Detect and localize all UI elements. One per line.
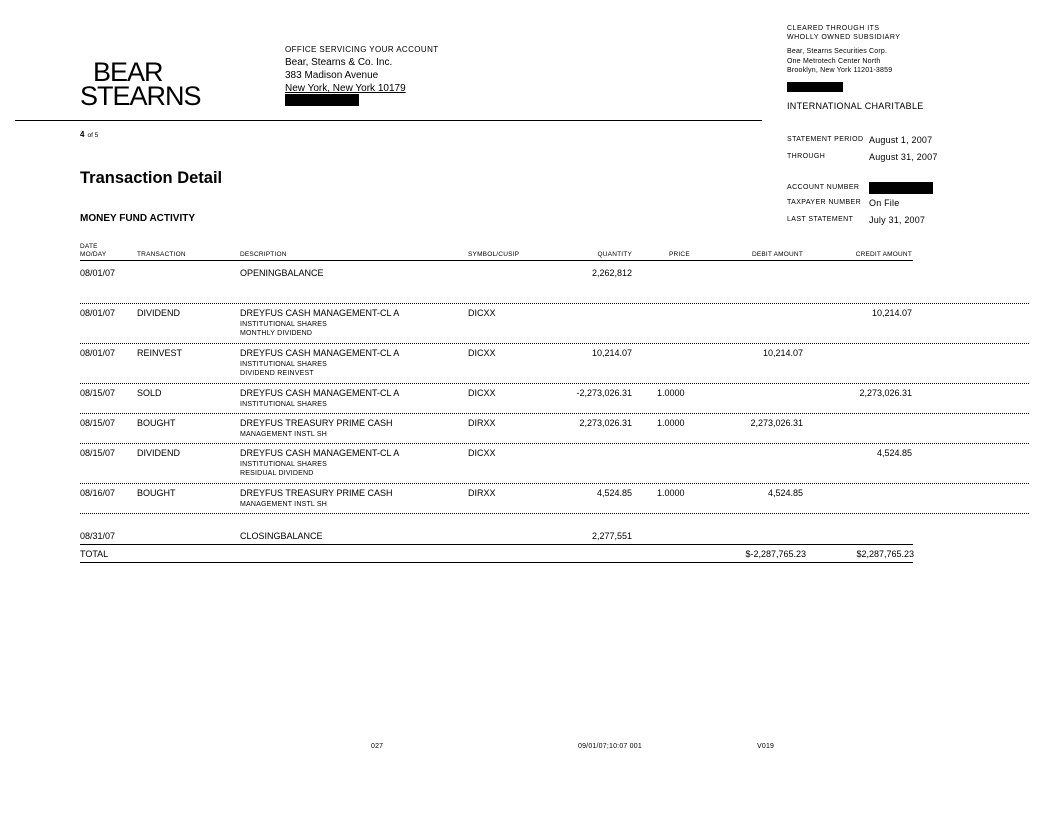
col-header-symbol: SYMBOL/CUSIP: [468, 251, 520, 258]
redaction-bar-account: [869, 182, 933, 194]
through-value: August 31, 2007: [869, 152, 938, 162]
total-label: TOTAL: [80, 549, 109, 559]
row-debit: 2,273,026.31: [750, 418, 803, 428]
total-credit: $2,287,765.23: [856, 549, 914, 559]
row-divider: [80, 383, 1029, 384]
opening-quantity: 2,262,812: [591, 268, 632, 278]
row-debit: 10,214.07: [762, 348, 803, 358]
col-header-description: DESCRIPTION: [240, 251, 287, 258]
row-transaction: BOUGHT: [137, 488, 176, 498]
page-number: [80, 130, 98, 139]
account-name: INTERNATIONAL CHARITABLE: [787, 101, 924, 111]
statement-period-label: STATEMENT PERIOD: [787, 136, 864, 143]
col-header-price: PRICE: [669, 251, 690, 258]
row-date: 08/15/07: [80, 448, 116, 458]
row-price: 1.0000: [657, 488, 685, 498]
row-date: 08/16/07: [80, 488, 116, 498]
row-credit: 4,524.85: [876, 448, 912, 458]
row-divider: [80, 513, 1029, 514]
row-transaction: BOUGHT: [137, 418, 176, 428]
redaction-bar-office: [285, 94, 359, 106]
row-transaction: DIVIDEND: [137, 308, 181, 318]
row-description: DREYFUS TREASURY PRIME CASH: [240, 418, 393, 428]
row-divider: [80, 483, 1029, 484]
clearing-line-1: Bear, Stearns Securities Corp.: [787, 48, 888, 55]
clearing-block: [787, 24, 900, 76]
row-sub-1: INSTITUTIONAL SHARES: [240, 461, 327, 468]
header-rule: [15, 120, 762, 121]
logo-line-2: STEARNS: [80, 81, 201, 111]
row-quantity: -2,273,026.31: [576, 388, 632, 398]
row-symbol: DICXX: [468, 348, 496, 358]
closing-label: CLOSINGBALANCE: [240, 531, 323, 541]
col-header-transaction: TRANSACTION: [137, 251, 186, 258]
row-divider: [80, 443, 1029, 444]
header-underline: [80, 260, 913, 261]
row-transaction: SOLD: [137, 388, 162, 398]
clearing-heading-2: WHOLLY OWNED SUBSIDIARY: [787, 34, 901, 41]
row-sub-1: INSTITUTIONAL SHARES: [240, 321, 327, 328]
row-date: 08/01/07: [80, 348, 116, 358]
row-symbol: DICXX: [468, 448, 496, 458]
account-number-label: ACCOUNT NUMBER: [787, 184, 860, 191]
col-header-date: [80, 243, 106, 259]
page-total: of 5: [87, 132, 99, 139]
statement-period-value: August 1, 2007: [869, 135, 933, 145]
row-sub-1: MANAGEMENT INSTL SH: [240, 431, 328, 438]
row-description: DREYFUS TREASURY PRIME CASH: [240, 488, 393, 498]
row-sub-1: INSTITUTIONAL SHARES: [240, 361, 327, 368]
total-bottom-rule: [80, 562, 913, 563]
through-label: THROUGH: [787, 153, 826, 160]
row-description: DREYFUS CASH MANAGEMENT-CL A: [240, 308, 400, 318]
row-date: 08/15/07: [80, 388, 116, 398]
col-header-quantity: QUANTITY: [597, 251, 632, 258]
footer-timestamp: 09/01/07;10:07 001: [578, 743, 642, 750]
office-line-1: Bear, Stearns & Co. Inc.: [285, 57, 393, 68]
section-title: MONEY FUND ACTIVITY: [80, 213, 196, 224]
row-credit: 10,214.07: [871, 308, 912, 318]
total-top-rule: [80, 544, 913, 545]
closing-quantity: 2,277,551: [591, 531, 632, 541]
row-symbol: DIRXX: [468, 488, 496, 498]
row-divider: [80, 343, 1029, 344]
row-sub-1: INSTITUTIONAL SHARES: [240, 401, 327, 408]
row-sub-2: DIVIDEND REINVEST: [240, 370, 314, 377]
logo-line-1: BEAR: [93, 57, 163, 87]
row-divider: [80, 413, 1029, 414]
row-description: DREYFUS CASH MANAGEMENT-CL A: [240, 348, 400, 358]
col-header-debit: DEBIT AMOUNT: [751, 251, 803, 258]
closing-date: 08/31/07: [80, 531, 116, 541]
last-statement-label: LAST STATEMENT: [787, 216, 854, 223]
opening-label: OPENINGBALANCE: [240, 268, 324, 278]
office-line-2: 383 Madison Avenue: [285, 70, 379, 81]
office-heading: OFFICE SERVICING YOUR ACCOUNT: [285, 45, 439, 54]
clearing-address: [787, 47, 900, 76]
row-date: 08/15/07: [80, 418, 116, 428]
taxpayer-value: On File: [869, 198, 900, 208]
clearing-line-3: Brooklyn, New York 11201-3859: [787, 67, 893, 74]
col-header-credit: CREDIT AMOUNT: [855, 251, 912, 258]
redaction-bar-clearing: [787, 82, 843, 92]
row-price: 1.0000: [657, 388, 685, 398]
office-line-3: New York, New York 10179: [285, 83, 406, 94]
footer-code: 027: [371, 743, 384, 750]
row-symbol: DICXX: [468, 308, 496, 318]
row-transaction: DIVIDEND: [137, 448, 181, 458]
row-description: DREYFUS CASH MANAGEMENT-CL A: [240, 448, 400, 458]
office-address-block: [285, 43, 439, 95]
row-symbol: DIRXX: [468, 418, 496, 428]
total-debit: $-2,287,765.23: [745, 549, 806, 559]
opening-date: 08/01/07: [80, 268, 116, 278]
taxpayer-label: TAXPAYER NUMBER: [787, 199, 862, 206]
col-header-date-1: DATE: [80, 243, 98, 250]
row-quantity: 10,214.07: [591, 348, 632, 358]
row-transaction: REINVEST: [137, 348, 183, 358]
row-sub-1: MANAGEMENT INSTL SH: [240, 501, 328, 508]
row-sub-2: RESIDUAL DIVIDEND: [240, 470, 314, 477]
row-credit: 2,273,026.31: [859, 388, 912, 398]
row-date: 08/01/07: [80, 308, 116, 318]
row-price: 1.0000: [657, 418, 685, 428]
page-current: 4: [80, 130, 85, 139]
bear-stearns-logo: [80, 57, 201, 111]
row-description: DREYFUS CASH MANAGEMENT-CL A: [240, 388, 400, 398]
clearing-line-2: One Metrotech Center North: [787, 57, 881, 65]
row-sub-2: MONTHLY DIVIDEND: [240, 330, 313, 337]
row-divider: [80, 303, 1029, 304]
last-statement-value: July 31, 2007: [869, 215, 926, 225]
footer-version: V019: [757, 743, 775, 750]
col-header-date-2: MO/DAY: [80, 251, 107, 258]
clearing-heading-1: CLEARED THROUGH ITS: [787, 25, 880, 32]
row-quantity: 2,273,026.31: [579, 418, 632, 428]
page-title: Transaction Detail: [80, 169, 223, 187]
row-debit: 4,524.85: [767, 488, 803, 498]
row-quantity: 4,524.85: [596, 488, 632, 498]
row-symbol: DICXX: [468, 388, 496, 398]
